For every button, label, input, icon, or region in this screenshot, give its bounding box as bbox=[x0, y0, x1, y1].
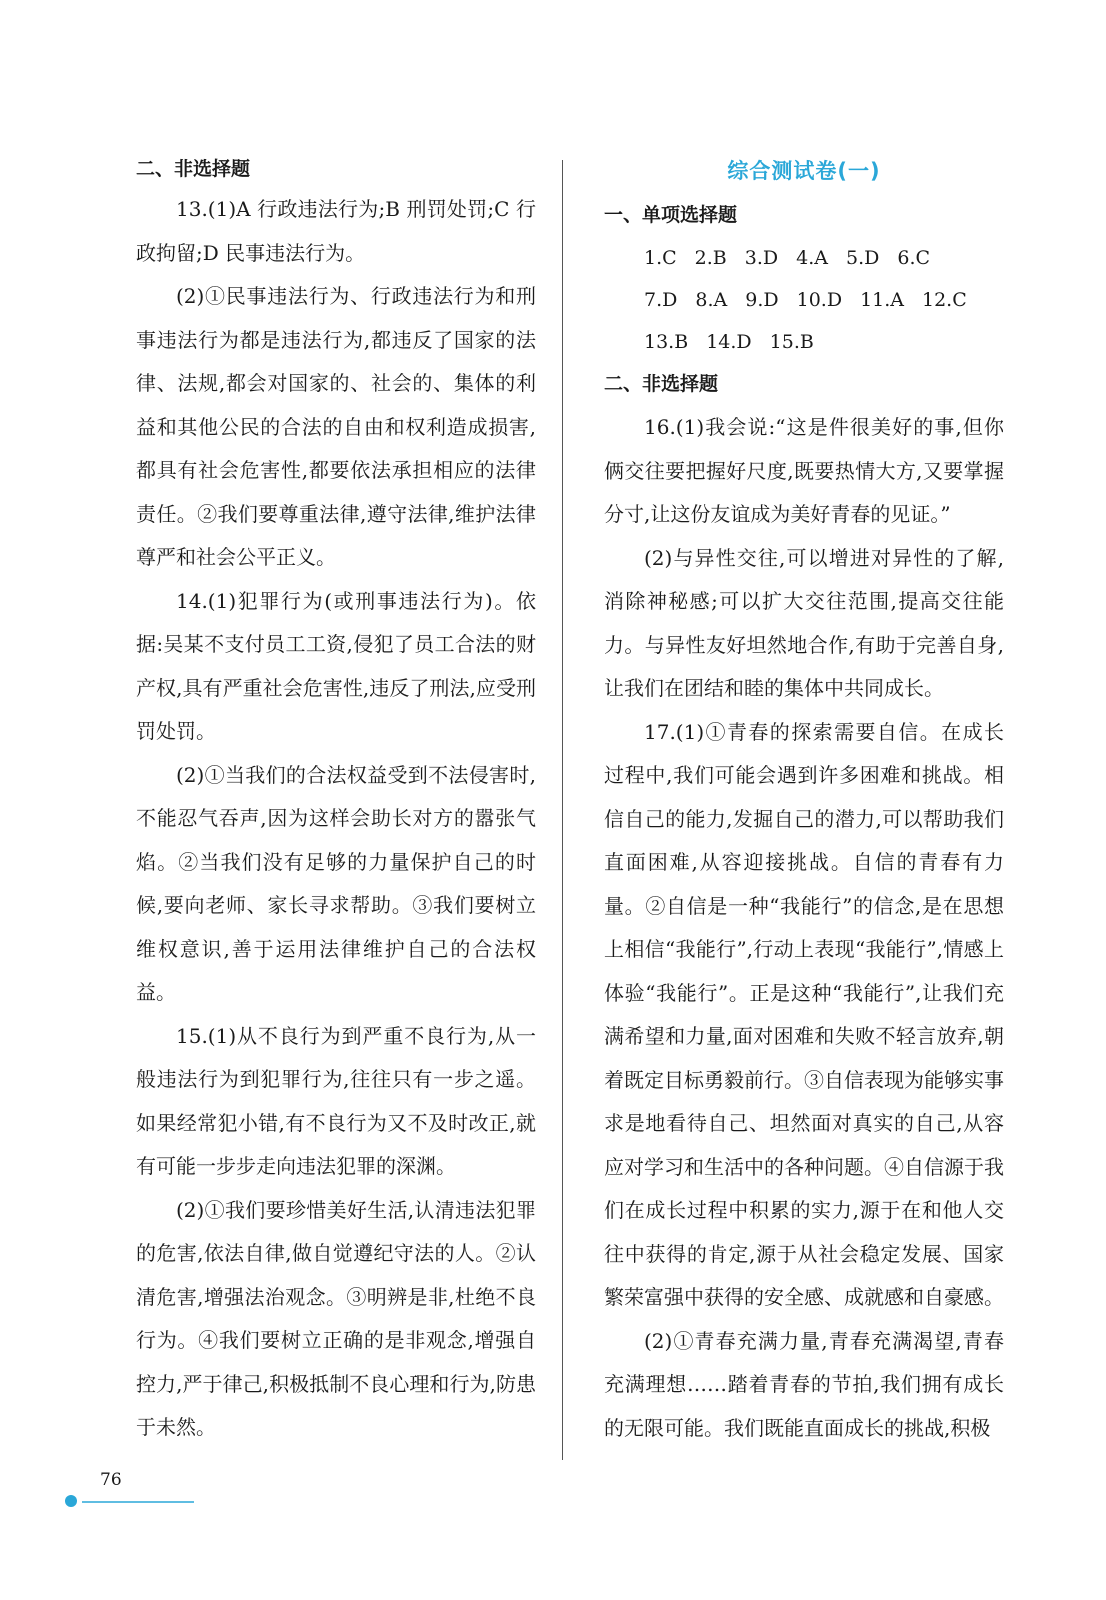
answer-item: 3.D bbox=[744, 247, 779, 269]
answer-item: 13.B bbox=[644, 331, 689, 353]
answer-item: 1.C bbox=[644, 247, 677, 269]
page-number-decoration-icon bbox=[64, 1494, 194, 1508]
answer-item: 8.A bbox=[695, 289, 728, 311]
answer-paragraph: (2)与异性交往,可以增进对异性的了解,消除神秘感;可以扩大交往范围,提高交往能力。与异性友好坦然地合作,有助于完善自身,让我们在团结和睦的集体中共同成长。 bbox=[604, 545, 1004, 700]
answer-paragraph: 17.(1)①青春的探索需要自信。在成长过程中,我们可能会遇到许多困难和挑战。相信自己的能力,发掘自己的潜力,可以帮助我们直面困难,从容迎接挑战。自信的青春有力量。②自信是一种“我能行”的信念,是在思想上相信“我能行”,行动上表现“我能行”,情感上体验“我能行”。正是这种“我能行”,让我们充满希望和力量,面对困难和失败不轻言放弃,朝着既定目标勇毅前行。③自信表现为能够实事求是地看待自己、坦然面对真实的自己,从容应对学习和生活中的各种问题。④自信源于我们在成长过程中积累的实力,源于在和他人交往中获得的肯定,源于从社会稳定发展、国家繁荣富强中获得的安全感、成就感和自豪感。 bbox=[604, 719, 1004, 1309]
answer-item: 14.D bbox=[706, 331, 752, 353]
answer-item: 15.B bbox=[769, 331, 814, 353]
answer-item: 12.C bbox=[922, 289, 967, 311]
answer-item: 6.C bbox=[897, 247, 931, 269]
page-number: 76 bbox=[100, 1470, 122, 1490]
answer-row bbox=[604, 279, 1004, 321]
answer-paragraph: (2)①我们要珍惜美好生活,认清违法犯罪的危害,依法自律,做自觉遵纪守法的人。②认清危害,增强法治观念。③明辨是非,杜绝不良行为。④我们要树立正确的是非观念,增强自控力,严于律己,积极抵制不良心理和行为,防患于未然。 bbox=[136, 1197, 536, 1439]
answer-paragraph: 13.(1)A 行政违法行为;B 刑罚处罚;C 行政拘留;D 民事违法行为。 bbox=[136, 197, 536, 265]
answer-paragraph: 16.(1)我会说:“这是件很美好的事,但你俩交往要把握好尺度,既要热情大方,又要掌握分寸,让这份友谊成为美好青春的见证。” bbox=[604, 415, 1004, 526]
answer-item: 2.B bbox=[694, 247, 727, 269]
test-paper-title: 综合测试卷(一) bbox=[727, 159, 881, 183]
answer-paragraph: (2)①青春充满力量,青春充满渴望,青春充满理想……踏着青春的节拍,我们拥有成长的无限可能。我们既能直面成长的挑战,积极 bbox=[604, 1328, 1004, 1440]
answer-paragraph: 15.(1)从不良行为到严重不良行为,从一般违法行为到犯罪行为,往往只有一步之遥。如果经常犯小错,有不良行为又不及时改正,就有可能一步步走向违法犯罪的深渊。 bbox=[136, 1023, 536, 1178]
section-heading-single-choice: 一、单项选择题 bbox=[604, 204, 738, 226]
right-column bbox=[604, 150, 1004, 1450]
section-heading-non-choice: 二、非选择题 bbox=[136, 158, 251, 180]
left-column bbox=[136, 150, 536, 1450]
answer-paragraph: (2)①当我们的合法权益受到不法侵害时,不能忍气吞声,因为这样会助长对方的嚣张气焰。②当我们没有足够的力量保护自己的时候,要向老师、家长寻求帮助。③我们要树立维权意识,善于运用法律维护自己的合法权益。 bbox=[136, 762, 536, 1004]
answer-item: 5.D bbox=[846, 247, 880, 269]
answer-paragraph: 14.(1)犯罪行为(或刑事违法行为)。依据:吴某不支付员工工资,侵犯了员工合法的财产权,具有严重社会危害性,违反了刑法,应受刑罚处罚。 bbox=[136, 588, 536, 743]
answer-item: 7.D bbox=[644, 289, 678, 311]
answer-row bbox=[604, 237, 1004, 279]
answer-item: 4.A bbox=[796, 247, 828, 269]
column-divider bbox=[562, 160, 563, 1460]
answer-item: 9.D bbox=[745, 289, 779, 311]
answer-item: 10.D bbox=[796, 289, 843, 311]
section-heading-non-choice: 二、非选择题 bbox=[604, 373, 719, 395]
answer-item: 11.A bbox=[860, 289, 904, 311]
answer-paragraph: (2)①民事违法行为、行政违法行为和刑事违法行为都是违法行为,都违反了国家的法律、法规,都会对国家的、社会的、集体的利益和其他公民的合法的自由和权利造成损害,都具有社会危害性,都要依法承担相应的法律责任。②我们要尊重法律,遵守法律,维护法律尊严和社会公平正义。 bbox=[136, 284, 536, 569]
answer-row bbox=[604, 321, 1004, 363]
